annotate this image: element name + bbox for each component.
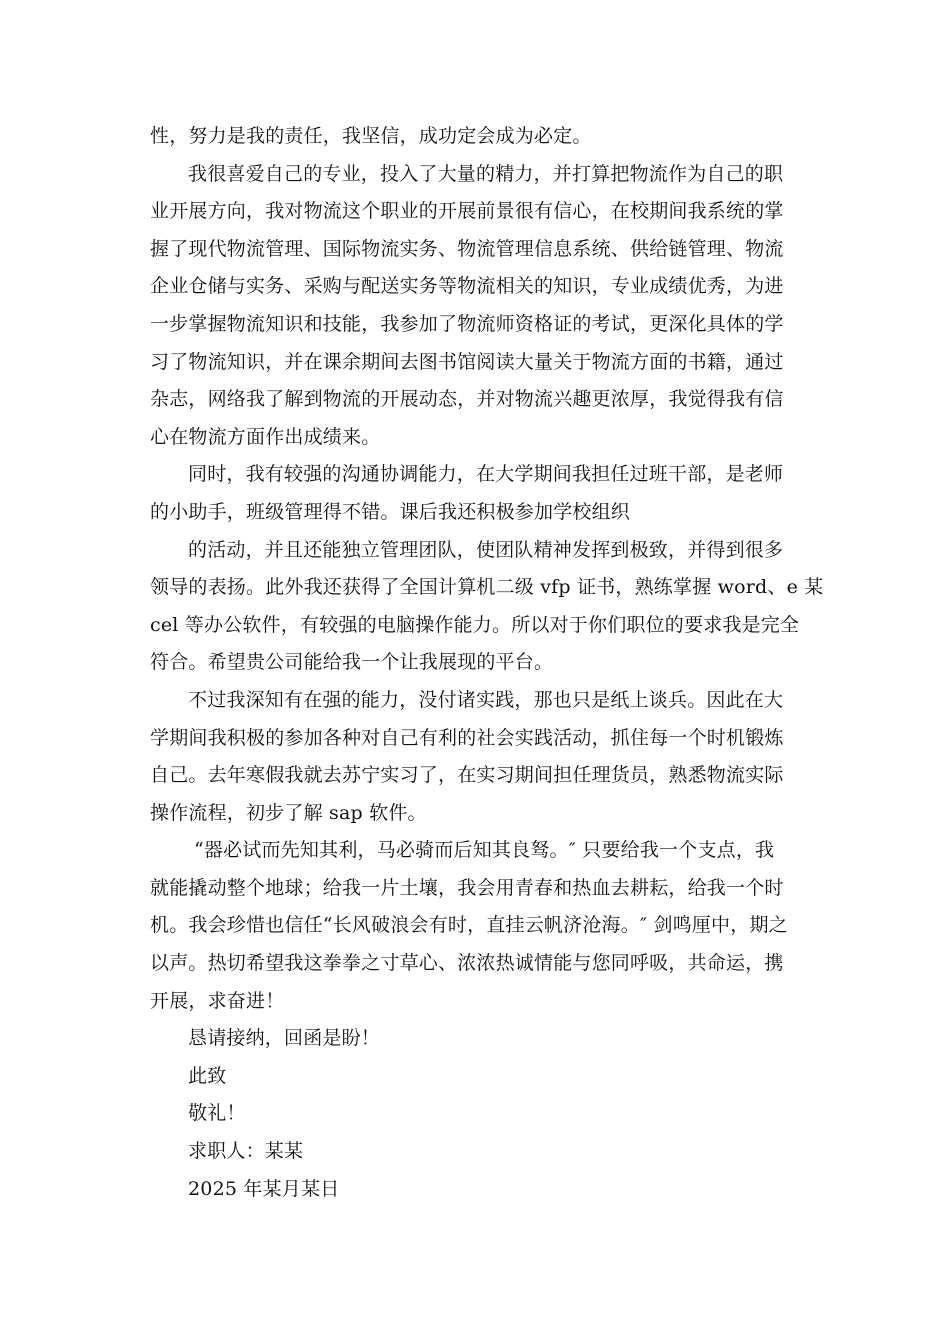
text-line: 我很喜爱自己的专业，投入了大量的精力，并打算把物流作为自己的职 bbox=[188, 162, 784, 185]
text-line: 习了物流知识，并在课余期间去图书馆阅读大量关于物流方面的书籍，通过 bbox=[150, 350, 784, 373]
text-line: 操作流程，初步了解 sap 软件。 bbox=[150, 801, 427, 824]
text-line: 领导的表扬。此外我还获得了全国计算机二级 vfp 证书，熟练掌握 word、e 某 bbox=[150, 576, 824, 599]
salutation-line: 此致 bbox=[188, 1064, 227, 1087]
closing-line: 恳请接纳，回函是盼！ bbox=[188, 1027, 381, 1050]
letter-body bbox=[150, 118, 824, 1208]
text-line: 符合。希望贵公司能给我一个让我展现的平台。 bbox=[150, 651, 554, 674]
text-line: 开展，求奋进！ bbox=[150, 989, 285, 1012]
text-line: 握了现代物流管理、国际物流实务、物流管理信息系统、供给链管理、物流 bbox=[150, 237, 784, 260]
text-line: 的活动，并且还能独立管理团队，使团队精神发挥到极致，并得到很多 bbox=[188, 538, 784, 561]
text-line: “器必试而先知其利，马必骑而后知其良驽。″ 只要给我一个支点，我 bbox=[194, 839, 775, 862]
signature-line: 求职人：某某 bbox=[188, 1140, 304, 1163]
text-line: 一步掌握物流知识和技能，我参加了物流师资格证的考试，更深化具体的学 bbox=[150, 312, 784, 335]
text-line: 性，努力是我的责任，我坚信，成功定会成为必定。 bbox=[150, 125, 592, 147]
text-line: 的小助手，班级管理得不错。课后我还积极参加学校组织 bbox=[150, 500, 631, 523]
text-line: 业开展方向，我对物流这个职业的开展前景很有信心，在校期间我系统的掌 bbox=[150, 200, 784, 223]
text-line: 自己。去年寒假我就去苏宁实习了，在实习期间担任理货员，熟悉物流实际 bbox=[150, 764, 784, 787]
text-line: 以声。热切希望我这拳拳之寸草心、浓浓热诚情能与您同呼吸，共命运，携 bbox=[150, 952, 784, 975]
salutation-line: 敬礼！ bbox=[188, 1102, 246, 1125]
text-line: 同时，我有较强的沟通协调能力，在大学期间我担任过班干部，是老师 bbox=[188, 463, 784, 486]
text-line: 不过我深知有在强的能力，没付诸实践，那也只是纸上谈兵。因此在大 bbox=[188, 688, 784, 711]
text-line: 就能撬动整个地球；给我一片土壤，我会用青春和热血去耕耘，给我一个时 bbox=[150, 876, 784, 899]
text-line: 学期间我积极的参加各种对自己有利的社会实践活动，抓住每一个时机锻炼 bbox=[150, 726, 784, 749]
text-line: cel 等办公软件，有较强的电脑操作能力。所以对于你们职位的要求我是完全 bbox=[150, 613, 800, 636]
text-line: 杂志，网络我了解到物流的开展动态，并对物流兴趣更浓厚，我觉得我有信 bbox=[150, 388, 784, 411]
text-line: 机。我会珍惜也信任“长风破浪会有时，直挂云帆济沧海。″ 剑鸣厘中，期之 bbox=[150, 914, 788, 937]
date-line: 2025 年某月某日 bbox=[188, 1177, 340, 1200]
text-line: 企业仓储与实务、采购与配送实务等物流相关的知识，专业成绩优秀，为进 bbox=[150, 275, 784, 298]
text-line: 心在物流方面作出成绩来。 bbox=[150, 425, 381, 448]
